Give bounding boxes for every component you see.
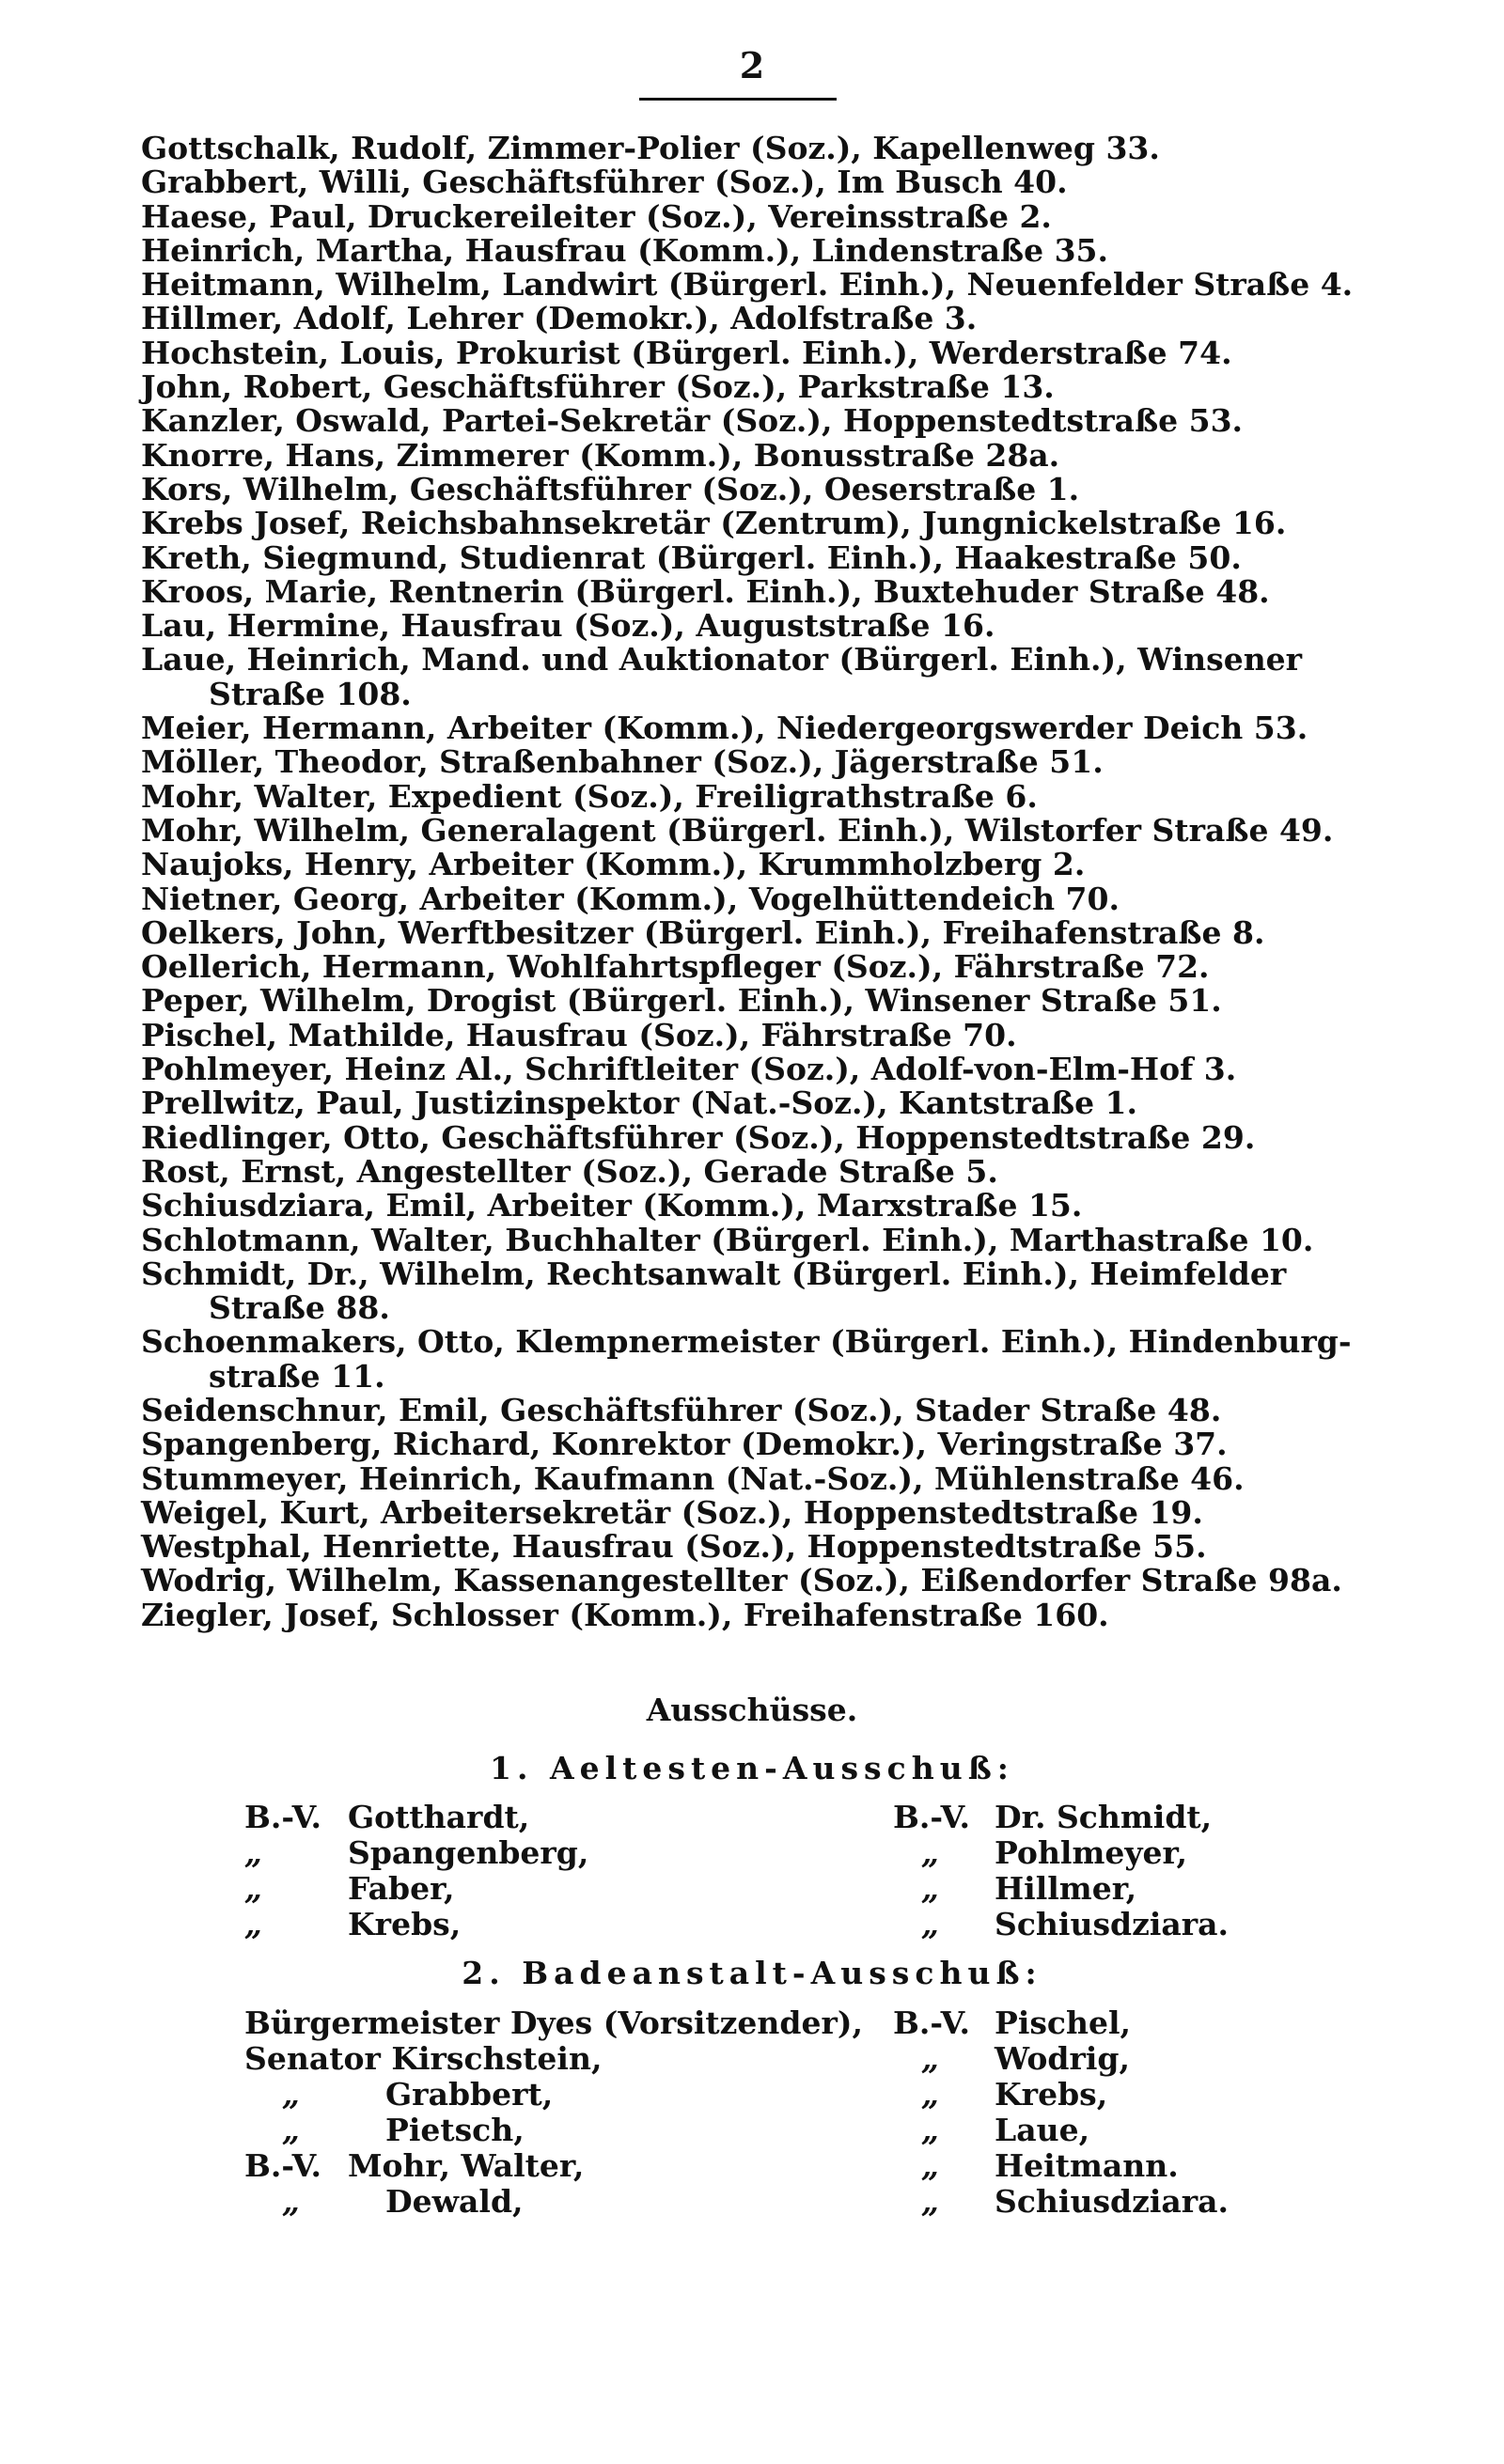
member-entry	[141, 1152, 1363, 1190]
member-entry-line: Grabbert, Willi, Geschäftsführer (Soz.), Im Busch 40.	[141, 164, 1068, 201]
member-entry-line: Schmidt, Dr., Wilhelm, Rechtsanwalt (Bürgerl. Einh.), Heimfelder	[141, 1255, 1287, 1292]
committee-row	[0, 2077, 1504, 2113]
member-entry-line: Laue, Heinrich, Mand. und Auktionator (Bürgerl. Einh.), Winsener	[141, 641, 1303, 678]
committee-row	[0, 2005, 1504, 2041]
member-entry-line: Lau, Hermine, Hausfrau (Soz.), Auguststraße 16.	[141, 607, 995, 645]
member-entry	[141, 165, 1363, 199]
member-entry	[141, 1530, 1363, 1564]
member-entry-line: Mohr, Wilhelm, Generalagent (Bürgerl. Einh.), Wilstorfer Straße 49.	[141, 811, 1334, 849]
member-entry	[141, 404, 1363, 438]
member-entry-continuation: Straße 88.	[209, 1289, 390, 1327]
committee-right-prefix: B.-V.	[893, 1799, 971, 1835]
committee-right-prefix: B.-V.	[893, 2004, 971, 2041]
committee-right-prefix: „	[921, 1834, 939, 1871]
member-entry-line: Mohr, Walter, Expedient (Soz.), Freiligrathstraße 6.	[141, 777, 1038, 815]
member-entry-line: Schlotmann, Walter, Buchhalter (Bürgerl. Einh.), Marthastraße 10.	[141, 1221, 1314, 1258]
committee-row	[0, 1871, 1504, 1907]
committee-right-prefix: „	[921, 2147, 939, 2184]
member-entry	[141, 882, 1363, 916]
committee-left-name: Krebs,	[348, 1906, 462, 1942]
committee-right-name: Heitmann.	[995, 2147, 1179, 2184]
member-entry	[141, 1118, 1363, 1156]
member-entry	[141, 848, 1363, 881]
committee-right-name: Krebs,	[995, 2076, 1108, 2113]
member-entry	[141, 711, 1363, 745]
committee-row	[0, 1835, 1504, 1871]
committee-right-name: Wodrig,	[995, 2040, 1130, 2077]
member-entry	[141, 1598, 1363, 1632]
member-entry-line: Naujoks, Henry, Arbeiter (Komm.), Krummholzberg 2.	[141, 846, 1086, 883]
member-entry-line: Rost, Ernst, Angestellter (Soz.), Gerade Straße 5.	[141, 1152, 998, 1190]
member-entry	[141, 538, 1363, 576]
member-entry-line: Gottschalk, Rudolf, Zimmer-Polier (Soz.), Kapellenweg 33.	[141, 130, 1160, 166]
page-number-rule	[639, 98, 837, 101]
committee-right-name: Schiusdziara.	[995, 1906, 1230, 1942]
committee-left-prefix: „	[282, 2112, 300, 2148]
committee-left-prefix: „	[244, 1906, 262, 1942]
member-entry-line: Stummeyer, Heinrich, Kaufmann (Nat.-Soz.), Mühlenstraße 46.	[141, 1459, 1245, 1497]
committee-left-name: Spangenberg,	[348, 1834, 589, 1871]
committee-right-prefix: „	[921, 2076, 939, 2113]
member-entry-line: Pischel, Mathilde, Hausfrau (Soz.), Fährstraße 70.	[141, 1016, 1017, 1053]
member-entry	[141, 984, 1363, 1018]
member-entry	[141, 1391, 1363, 1428]
committee-right-name: Hillmer,	[995, 1870, 1137, 1907]
member-entry-line: Knorre, Hans, Zimmerer (Komm.), Bonusstraße 28a.	[141, 436, 1060, 474]
committee-row	[0, 2148, 1504, 2184]
member-entry	[141, 132, 1363, 165]
member-entry-line: Weigel, Kurt, Arbeitersekretär (Soz.), Hoppenstedtstraße 19.	[141, 1493, 1203, 1531]
member-entry-line: John, Robert, Geschäftsführer (Soz.), Parkstraße 13.	[141, 368, 1055, 406]
member-entry	[141, 197, 1363, 235]
member-entry-line: Schoenmakers, Otto, Klempnermeister (Bürgerl. Einh.), Hindenburg-	[141, 1323, 1352, 1361]
committee-left-prefix: „	[244, 1870, 262, 1907]
committee-left-name: Dewald,	[385, 2183, 524, 2220]
committee-2-title: 2. Badeanstalt-Ausschuß:	[462, 1955, 1042, 1991]
member-entry-continuation: straße 11.	[209, 1357, 385, 1395]
committee-1-title: 1. Aeltesten-Ausschuß:	[490, 1750, 1014, 1786]
member-entry	[141, 811, 1363, 849]
member-entry	[141, 572, 1363, 610]
member-entry-line: Hochstein, Louis, Prokurist (Bürgerl. Einh.), Werderstraße 74.	[141, 334, 1232, 371]
member-entry-line: Oelkers, John, Werftbesitzer (Bürgerl. Einh.), Freihafenstraße 8.	[141, 913, 1265, 951]
member-entry-line: Pohlmeyer, Heinz Al., Schriftleiter (Soz.), Adolf-von-Elm-Hof 3.	[141, 1051, 1237, 1088]
committee-2-members	[0, 2005, 1504, 2220]
member-entry	[141, 336, 1363, 370]
member-entry-line: Haese, Paul, Druckereileiter (Soz.), Vereinsstraße 2.	[141, 197, 1052, 235]
committee-left-prefix: B.-V.	[244, 2147, 322, 2184]
member-entry	[141, 370, 1363, 404]
member-entry	[141, 777, 1363, 815]
member-entry-line: Meier, Hermann, Arbeiter (Komm.), Niedergeorgswerder Deich 53.	[141, 710, 1308, 747]
member-entry	[141, 1427, 1363, 1461]
member-list	[141, 132, 1363, 1632]
member-entry-line: Heitmann, Wilhelm, Landwirt (Bürgerl. Einh.), Neuenfelder Straße 4.	[141, 266, 1354, 304]
member-entry-line: Kors, Wilhelm, Geschäftsführer (Soz.), Oeserstraße 1.	[141, 470, 1080, 507]
committee-right-prefix: „	[921, 1906, 939, 1942]
member-entry-line: Riedlinger, Otto, Geschäftsführer (Soz.), Hoppenstedtstraße 29.	[141, 1118, 1256, 1156]
committee-row	[0, 1907, 1504, 1942]
member-entry-line: Spangenberg, Richard, Konrektor (Demokr.), Veringstraße 37.	[141, 1426, 1228, 1463]
committee-left-prefix: „	[282, 2183, 300, 2220]
member-entry	[141, 1086, 1363, 1120]
member-entry	[141, 1257, 1363, 1326]
member-entry-line: Westphal, Henriette, Hausfrau (Soz.), Hoppenstedtstraße 55.	[141, 1528, 1207, 1566]
member-entry-continuation: Straße 108.	[209, 675, 412, 712]
member-entry	[141, 436, 1363, 474]
committee-right-name: Laue,	[995, 2112, 1090, 2148]
member-entry	[141, 1459, 1363, 1497]
member-entry-line: Schiusdziara, Emil, Arbeiter (Komm.), Marxstraße 15.	[141, 1187, 1083, 1224]
member-entry-line: Möller, Theodor, Straßenbahner (Soz.), Jägerstraße 51.	[141, 743, 1104, 781]
member-entry-line: Ziegler, Josef, Schlosser (Komm.), Freihafenstraße 160.	[141, 1596, 1109, 1633]
member-entry	[141, 1493, 1363, 1531]
member-entry	[141, 745, 1363, 779]
committee-row	[0, 1800, 1504, 1835]
committees-heading: Ausschüsse.	[646, 1692, 858, 1728]
member-entry	[141, 609, 1363, 643]
committee-right-prefix: „	[921, 2040, 939, 2077]
committee-right-prefix: „	[921, 2112, 939, 2148]
member-entry-line: Wodrig, Wilhelm, Kassenangestellter (Soz.), Eißendorfer Straße 98a.	[141, 1562, 1342, 1599]
committee-left-prefix: „	[244, 1834, 262, 1871]
member-entry	[141, 913, 1363, 951]
member-entry	[141, 231, 1363, 269]
committee-left-name: Bürgermeister Dyes (Vorsitzender),	[244, 2004, 863, 2041]
committee-left-name: Pietsch,	[385, 2112, 525, 2148]
committee-row	[0, 2041, 1504, 2077]
committee-left-name: Senator Kirschstein,	[244, 2040, 603, 2077]
committee-left-prefix: B.-V.	[244, 1799, 322, 1835]
member-entry-line: Kanzler, Oswald, Partei-Sekretär (Soz.), Hoppenstedtstraße 53.	[141, 402, 1244, 440]
committee-right-name: Dr. Schmidt,	[995, 1799, 1213, 1835]
member-entry	[141, 507, 1363, 540]
member-entry	[141, 1221, 1363, 1258]
member-entry	[141, 470, 1363, 507]
member-entry-line: Heinrich, Martha, Hausfrau (Komm.), Lindenstraße 35.	[141, 231, 1109, 269]
member-entry	[141, 1564, 1363, 1598]
committee-row	[0, 2184, 1504, 2220]
member-entry	[141, 643, 1363, 711]
member-entry-line: Nietner, Georg, Arbeiter (Komm.), Vogelhüttendeich 70.	[141, 880, 1120, 917]
committee-left-name: Grabbert,	[385, 2076, 554, 2113]
member-entry-line: Kroos, Marie, Rentnerin (Bürgerl. Einh.), Buxtehuder Straße 48.	[141, 572, 1270, 610]
committee-right-prefix: „	[921, 2183, 939, 2220]
member-entry	[141, 268, 1363, 302]
committee-left-name: Gotthardt,	[348, 1799, 530, 1835]
committee-right-name: Schiusdziara.	[995, 2183, 1230, 2220]
member-entry-line: Oellerich, Hermann, Wohlfahrtspfleger (Soz.), Fährstraße 72.	[141, 948, 1210, 986]
member-entry-line: Peper, Wilhelm, Drogist (Bürgerl. Einh.), Winsener Straße 51.	[141, 982, 1222, 1020]
member-entry	[141, 1189, 1363, 1223]
member-entry-line: Kreth, Siegmund, Studienrat (Bürgerl. Einh.), Haakestraße 50.	[141, 538, 1242, 576]
committee-right-name: Pohlmeyer,	[995, 1834, 1188, 1871]
member-entry	[141, 302, 1363, 335]
committee-right-name: Pischel,	[995, 2004, 1132, 2041]
member-entry	[141, 950, 1363, 984]
committee-left-prefix: „	[282, 2076, 300, 2113]
page-number: 2	[739, 44, 765, 86]
member-entry-line: Prellwitz, Paul, Justizinspektor (Nat.-Soz.), Kantstraße 1.	[141, 1084, 1138, 1122]
member-entry-line: Hillmer, Adolf, Lehrer (Demokr.), Adolfstraße 3.	[141, 300, 978, 337]
member-entry	[141, 1053, 1363, 1086]
member-entry-line: Seidenschnur, Emil, Geschäftsführer (Soz.), Stader Straße 48.	[141, 1391, 1222, 1428]
committee-right-prefix: „	[921, 1870, 939, 1907]
committee-left-name: Faber,	[348, 1870, 455, 1907]
member-entry	[141, 1016, 1363, 1053]
committee-left-name: Mohr, Walter,	[348, 2147, 585, 2184]
committee-1-members	[0, 1800, 1504, 1942]
committee-row	[0, 2113, 1504, 2148]
member-entry-line: Krebs Josef, Reichsbahnsekretär (Zentrum), Jungnickelstraße 16.	[141, 505, 1287, 542]
member-entry	[141, 1325, 1363, 1394]
